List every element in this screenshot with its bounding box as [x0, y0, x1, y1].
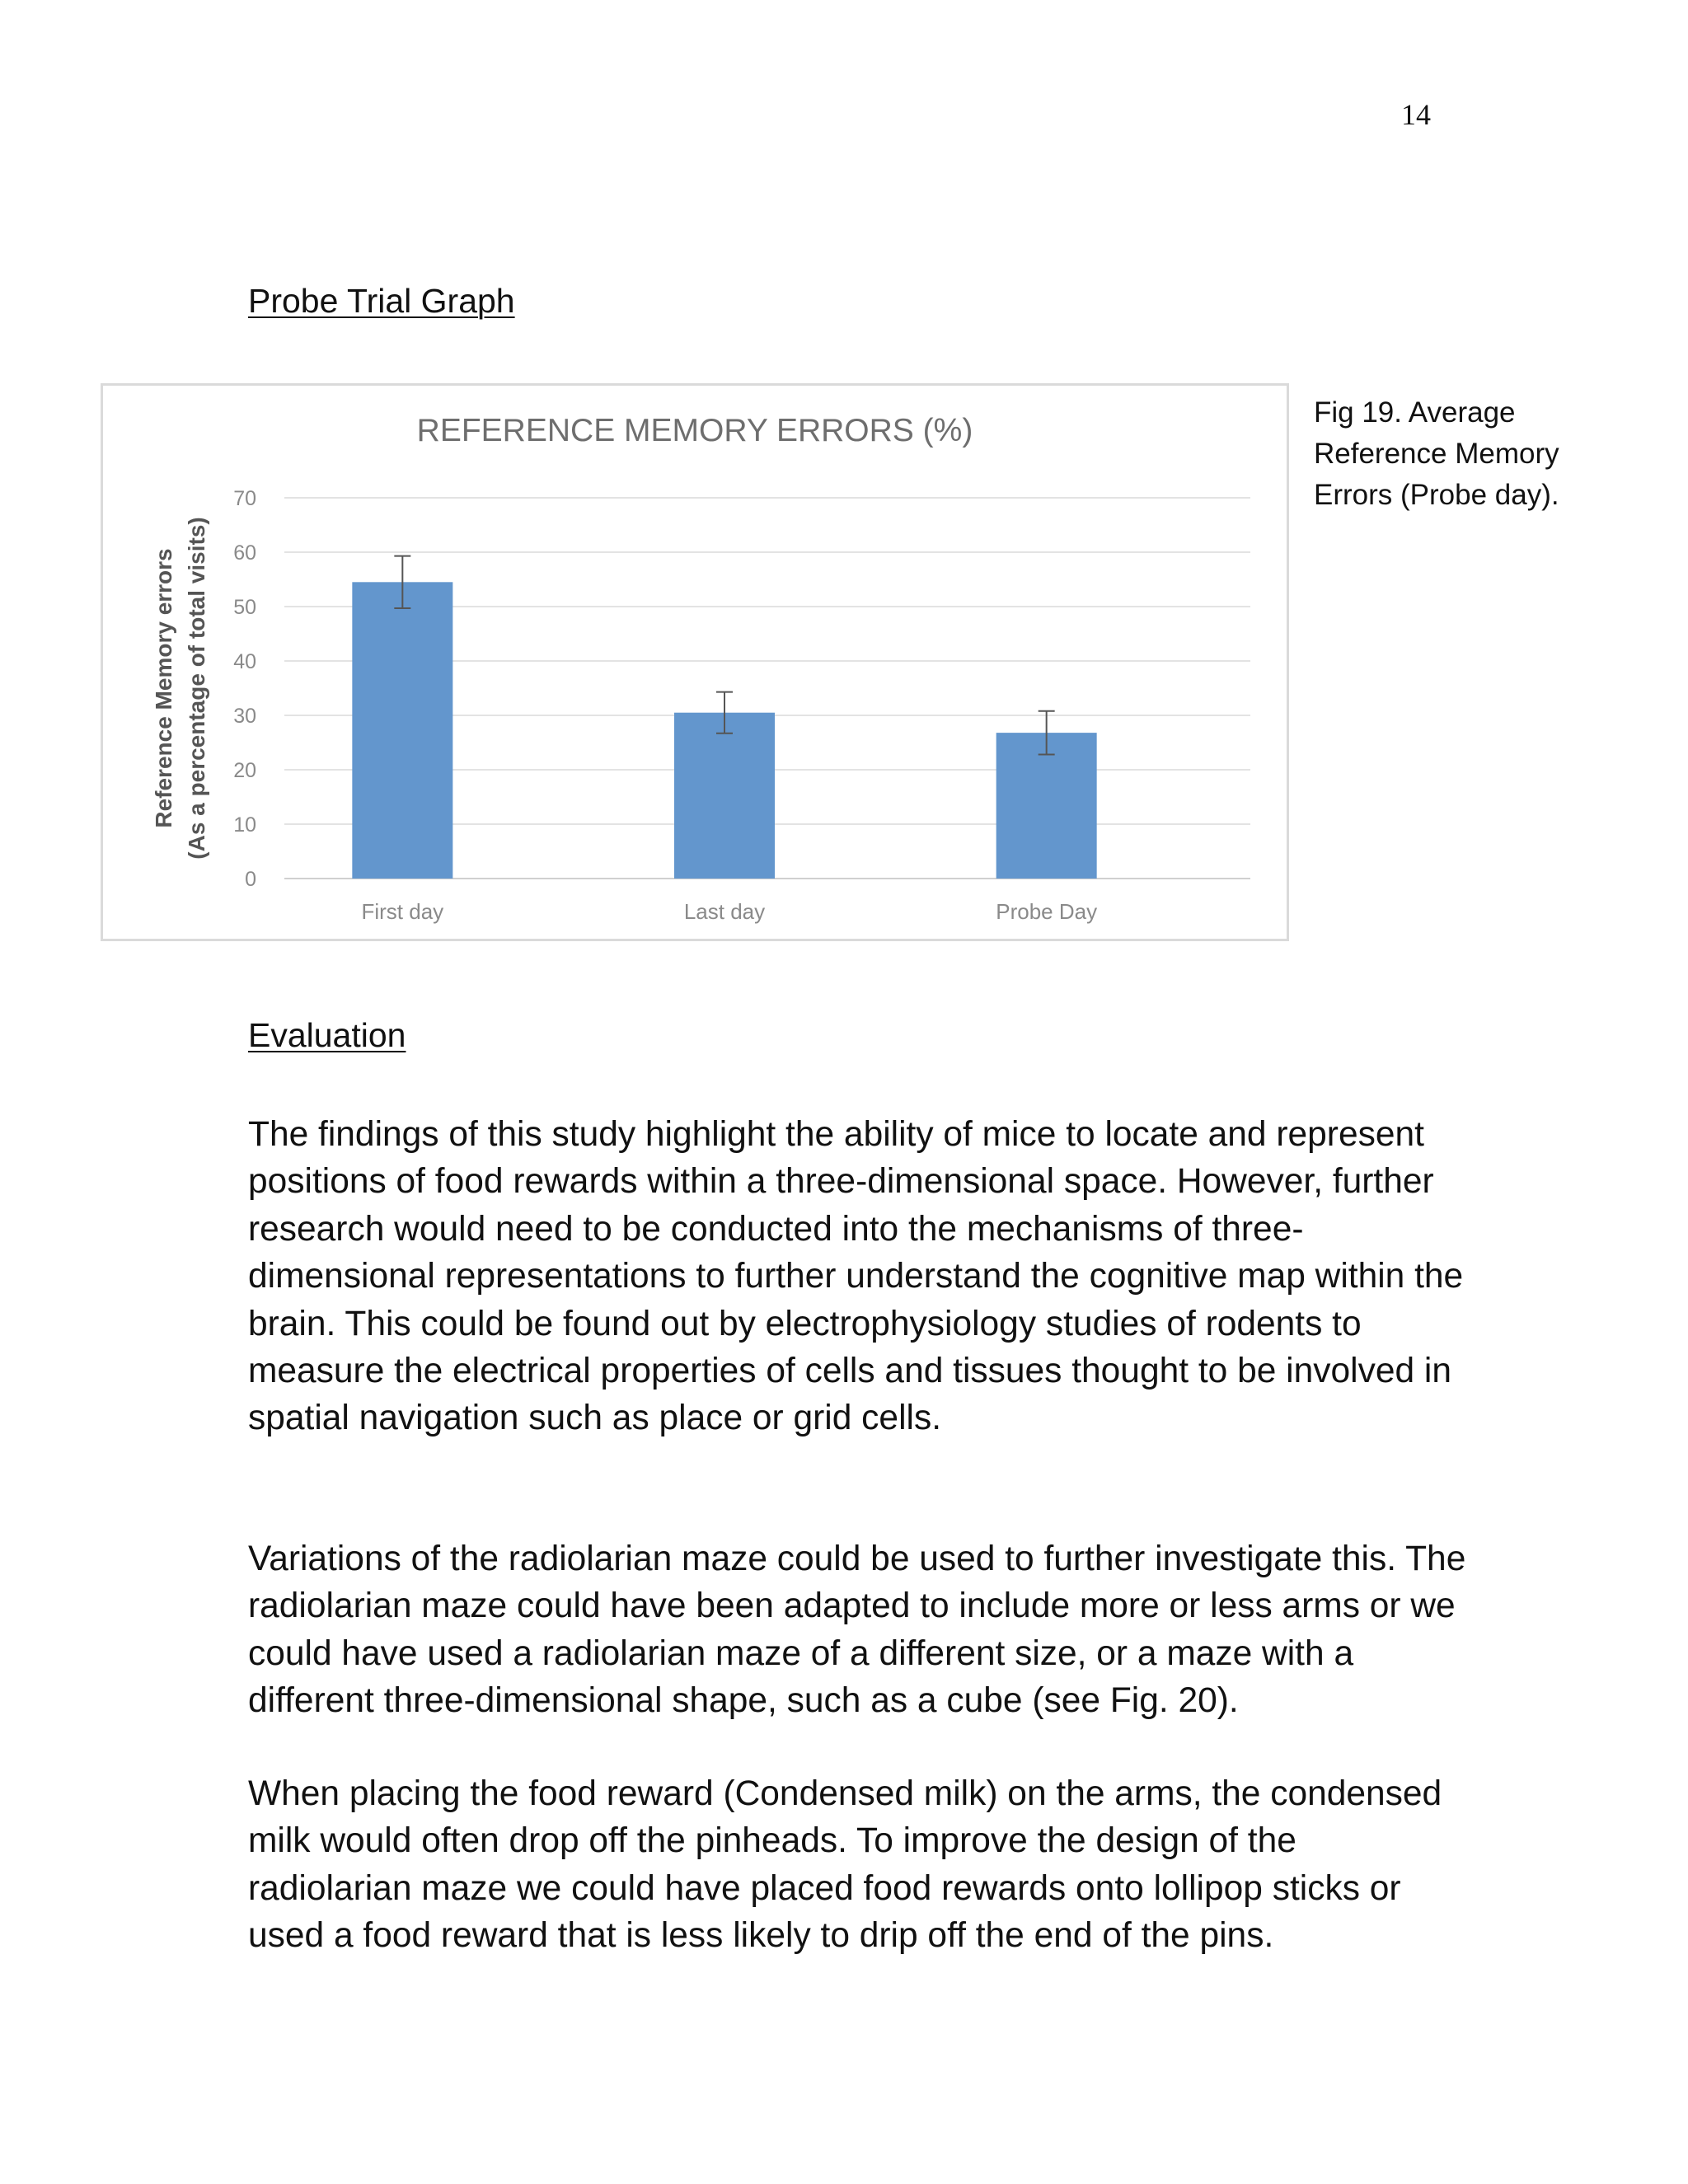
x-tick-label: First day [361, 899, 444, 924]
chart-canvas [103, 386, 1287, 939]
page-number: 14 [1401, 98, 1431, 131]
figure-caption: Fig 19. Average Reference Memory Errors (Probe day). [1314, 396, 1559, 511]
probe-trial-heading: Probe Trial Graph [248, 282, 515, 320]
evaluation-heading: Evaluation [248, 1016, 406, 1054]
reference-memory-chart [101, 383, 1289, 941]
x-tick-label: Probe Day [996, 899, 1098, 924]
y-tick-label: 70 [233, 487, 256, 510]
y-tick-label: 0 [245, 868, 256, 891]
y-tick-label: 30 [233, 705, 256, 728]
y-axis-label-line-2: (As a percentage of total visits) [184, 517, 209, 860]
bar-last-day [674, 713, 775, 879]
y-axis-label-line-1: Reference Memory errors [151, 548, 176, 828]
evaluation-paragraph-1: The findings of this study highlight the ability of mice to locate and represent positions of food rewards within a three-dimensional space. However, further research would need to be conducted into the mechanisms of three-dimensional representations to further understand the cognitive map within the brain. This could be found out by electrophysiology studies of rodents to measure the electrical properties of cells and tissues thought to be involved in spatial navigation such as place or grid cells. [248, 1115, 1464, 1438]
y-tick-label: 60 [233, 541, 256, 565]
chart-title: REFERENCE MEMORY ERRORS (%) [416, 413, 973, 448]
x-tick-label: Last day [683, 899, 766, 924]
y-tick-label: 10 [233, 813, 256, 837]
evaluation-paragraph-3: When placing the food reward (Condensed milk) on the arms, the condensed milk would often drop off the pinheads. To improve the design of the radiolarian maze we could have placed food rewards onto lollipop sticks or used a food reward that is less likely to drip off the end of the pins. [248, 1774, 1442, 1956]
y-tick-label: 20 [233, 759, 256, 782]
bar-first-day [352, 582, 452, 879]
y-tick-label: 50 [233, 596, 256, 619]
evaluation-paragraph-2: Variations of the radiolarian maze could be used to further investigate this. The radiolarian maze could have been adapted to include more or less arms or we could have used a radiolarian maze of a different size, or a maze with a different three-dimensional shape, such as a cube (see Fig. 20). [248, 1540, 1466, 1721]
y-tick-label: 40 [233, 650, 256, 673]
